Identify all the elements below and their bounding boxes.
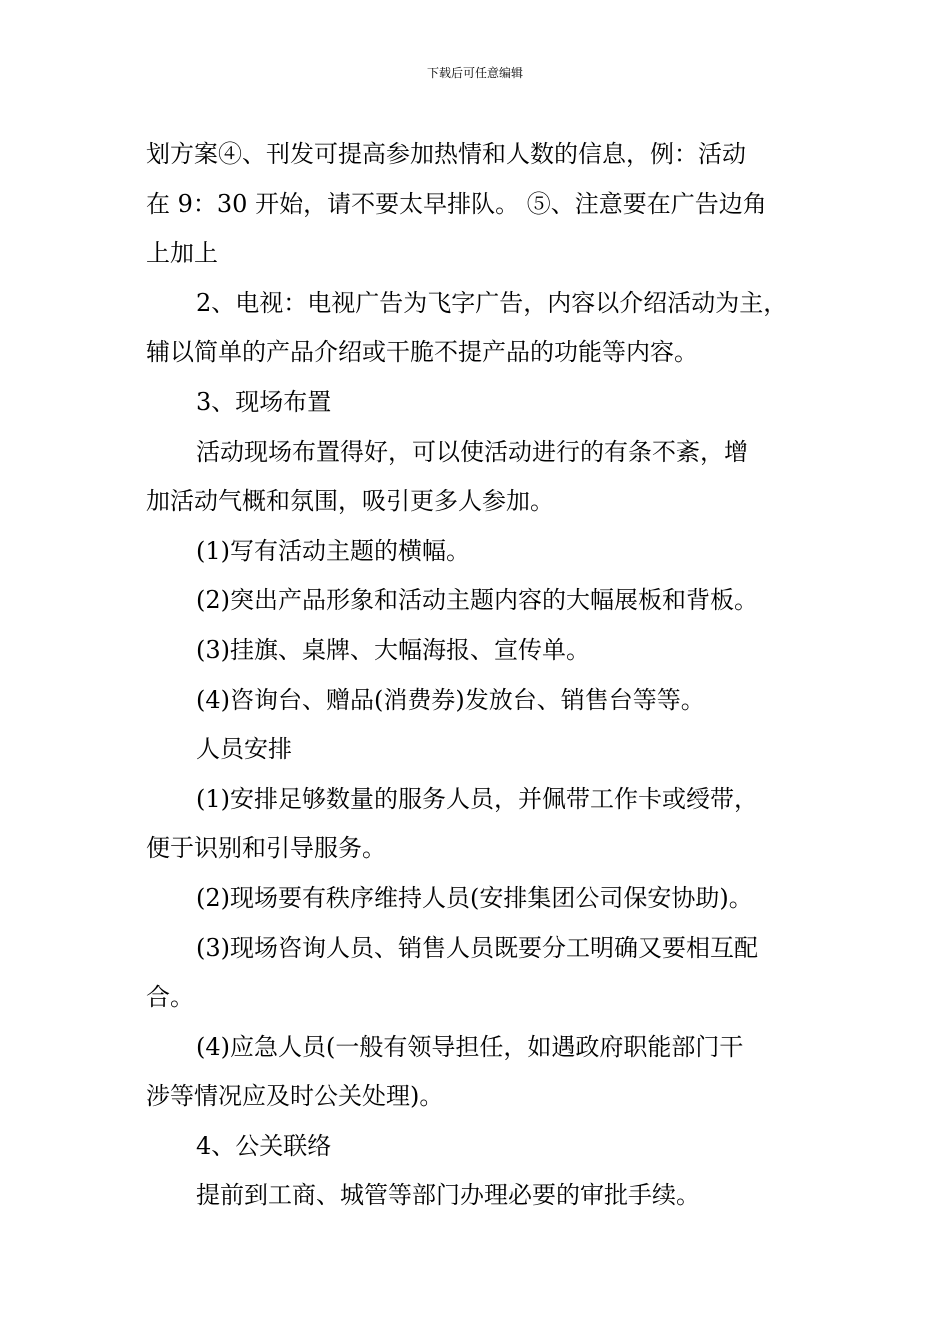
- document-body: [146, 130, 826, 1221]
- text-line: 合。: [146, 983, 194, 1012]
- page-header: 下载后可任意编辑: [426, 66, 523, 80]
- list-item: (4)咨询台、赠品(消费券)发放台、销售台等等。: [196, 685, 705, 714]
- text-line: 便于识别和引导服务。: [146, 834, 386, 863]
- text-line: 涉等情况应及时公关处理)。: [146, 1082, 444, 1111]
- list-item: (1)写有活动主题的横幅。: [196, 536, 470, 565]
- section-heading: 3、现场布置: [196, 387, 332, 416]
- list-item: (2)突出产品形象和活动主题内容的大幅展板和背板。: [196, 586, 758, 615]
- section-heading: 人员安排: [196, 735, 292, 764]
- text-line: 加活动气概和氛围，吸引更多人参加。: [146, 487, 554, 516]
- text-line: 活动现场布置得好，可以使活动进行的有条不紊，增: [196, 437, 748, 466]
- section-heading: 4、公关联络: [196, 1131, 332, 1160]
- text-line: 上加上: [146, 239, 218, 268]
- list-item: (3)挂旗、桌牌、大幅海报、宣传单。: [196, 635, 590, 664]
- text-line: 在 9：30 开始，请不要太早排队。 ⑤、注意要在广告边角: [146, 189, 767, 218]
- text-line: 划方案④、刊发可提高参加热情和人数的信息，例：活动: [146, 140, 746, 168]
- list-item: (1)安排足够数量的服务人员，并佩带工作卡或绶带，: [196, 784, 758, 813]
- text-line: 辅以简单的产品介绍或干脆不提产品的功能等内容。: [146, 338, 698, 367]
- text-line: 提前到工商、城管等部门办理必要的审批手续。: [196, 1181, 700, 1210]
- list-item: (4)应急人员(一般有领导担任，如遇政府职能部门干: [196, 1032, 744, 1061]
- list-item: (2)现场要有秩序维持人员(安排集团公司保安协助)。: [196, 883, 753, 912]
- list-item: (3)现场咨询人员、销售人员既要分工明确又要相互配: [196, 933, 758, 962]
- text-line: 2、电视：电视广告为飞字广告，内容以介绍活动为主，: [196, 288, 788, 317]
